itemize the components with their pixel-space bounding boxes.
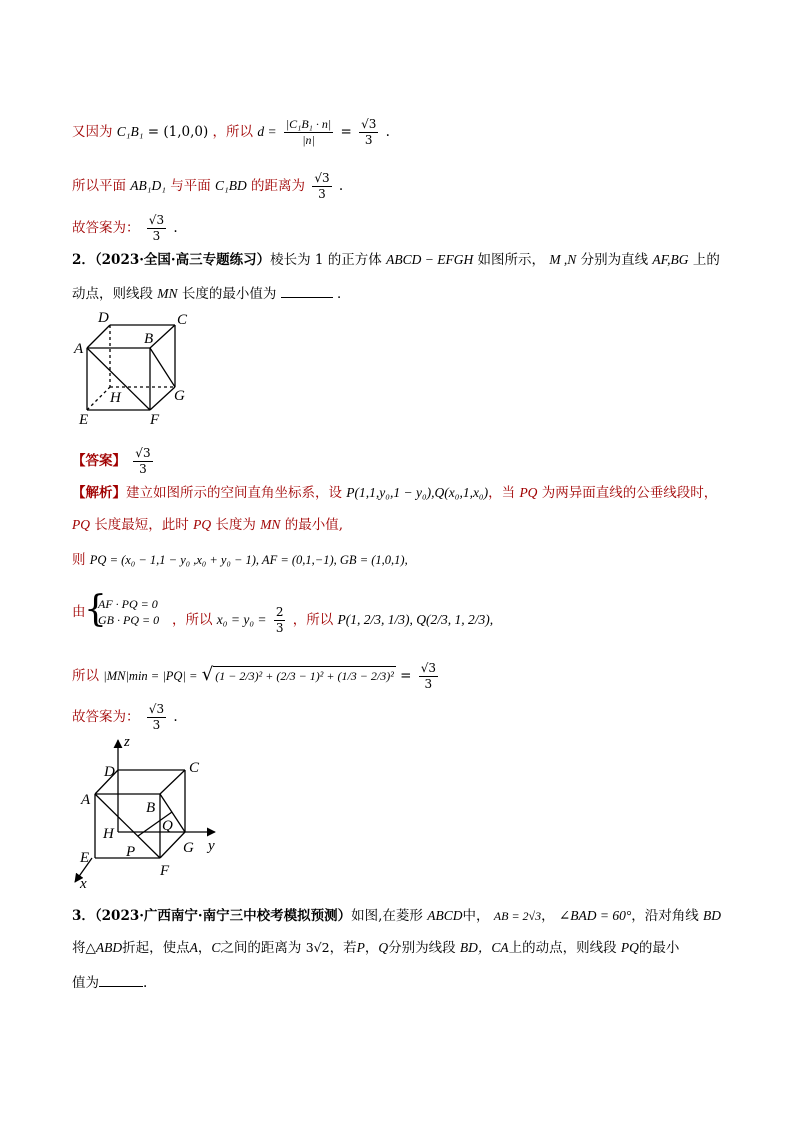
distance-fraction: $\frac{\text{|C₁B₁ · n|}}{|n|}$ [285,117,332,148]
problem2-line1: 2．（2023·全国·高三专题练习）棱长为 1 的正方体 ABCD − EFGH 如图所示， M ,N 分别为直线 AF,BG 上的 [72,252,720,268]
fig2-label-e: E [80,850,90,866]
cube-edge-bc [150,325,175,348]
analysis-line2: PQ 长度最短，此时 PQ 长度为 MN 的最小值, [72,517,344,533]
cube-edge-fg [150,387,175,410]
equation-system: AF · PQ = 0 GB · PQ = 0 [98,597,160,628]
problem2-answer: 【答案】 $\frac{√3}{3}$ [72,446,151,477]
fig2-label-h: H [103,826,114,842]
fig2-edge-bc [160,770,185,794]
fig1-label-c: C [177,312,188,328]
fig2-label-f: F [160,863,170,879]
problem2-answer-fraction: $\frac{√3}{3}$ [135,446,151,477]
mn-min-fraction: $\frac{√3}{3}$ [420,661,437,692]
cube-axes-figure [70,732,230,892]
problem3-line2: 将△ABD折起，使点A，C之间的距离为 3√2，若P，Q分别为线段 BD，CA上的动点，则线段 PQ的最小 [72,940,680,956]
fig1-label-d: D [98,310,109,326]
fig2-label-b: B [146,800,156,816]
analysis-line4b: ，所以 x₀ = y₀ = $\frac{2}{3}$ ，所以 P(1, 2/3, 1/3), Q(2/3, 1, 2/3), [172,605,494,636]
analysis-line3: 则 PQ = (x₀ − 1,1 − y₀ ,x₀ + y₀ − 1), AF = (0,1,−1), GB = (1,0,1), [72,552,408,568]
analysis-line1: 【解析】建立如图所示的空间直角坐标系，设 P(1,1,y₀,1 − y₀),Q(x₀,1,x₀)，当 PQ 为两异面直线的公垂线段时， [72,485,718,501]
block1-line2: 所以平面 AB₁D₁ 与平面 C₁BD 的距离为 $\frac{√3}{3}$ . [72,171,344,202]
cube-edge-eh [87,387,110,410]
fig2-label-z: z [124,734,130,750]
fig2-label-c: C [189,760,200,776]
two-thirds-fraction: $\frac{2}{3}$ [275,605,284,636]
analysis-line5: 所以 |MN|min = |PQ| = √ (1 − 2/3)² + (2/3 − 1)² + (1/3 − 2/3)² = $\frac{√3}{3}$ [72,661,437,692]
line-bg [150,348,175,387]
distance-answer-fraction: $\frac{√3}{3}$ [314,171,330,202]
fig2-edge-fg [160,832,185,858]
problem2-final-answer: 故答案为： $\frac{√3}{3}$ . [72,702,178,733]
fig2-label-p: P [126,844,136,860]
cube-figure [70,310,200,430]
problem2-line2: 动点，则线段 MN 长度的最小值为 ． [72,286,351,302]
system-brace: { [84,589,107,630]
problem3-line1: 3．（2023·广西南宁·南宁三中校考模拟预测）如图,在菱形 ABCD中， AB = 2√3， ∠BAD = 60°，沿对角线 BD [72,908,722,924]
block1-line1: 又因为 C₁B₁ = (1,0,0) ，所以 d = $\frac{\text{|C₁B₁ · n|}}{|n|}$ = $\frac{√3}{3}$ . [72,117,390,148]
fig2-label-g: G [183,840,194,856]
fig2-label-a: A [81,792,91,808]
block1-answer-fraction: $\frac{√3}{3}$ [148,213,165,244]
cube-edge-ad [87,325,110,348]
fig1-label-a: A [74,341,84,357]
fig2-label-q: Q [162,818,173,834]
problem3-line3: 值为 . [72,975,148,991]
fig2-label-y: y [208,838,215,854]
answer-blank[interactable] [281,285,333,298]
block1-answer: 故答案为： $\frac{√3}{3}$ . [72,213,178,244]
analysis-line4: 由 [72,604,86,620]
fig1-label-h: H [110,390,121,406]
fig2-label-x: x [80,876,87,892]
result-fraction: $\frac{√3}{3}$ [361,117,377,148]
fig2-label-d: D [104,764,115,780]
fig1-label-g: G [174,388,185,404]
fig1-label-f: F [150,412,160,428]
problem3-answer-blank[interactable] [99,974,143,987]
fig1-label-b: B [144,331,154,347]
fig1-label-e: E [79,412,89,428]
problem2-final-fraction: $\frac{√3}{3}$ [148,702,165,733]
